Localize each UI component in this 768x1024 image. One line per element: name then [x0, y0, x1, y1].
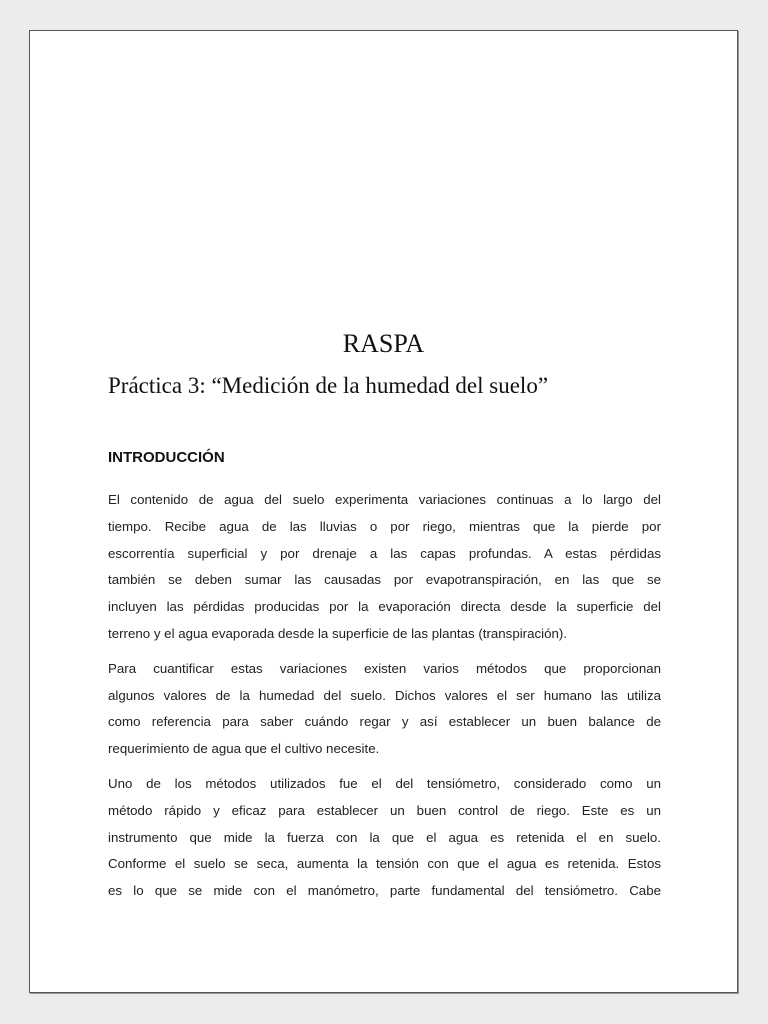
- text-line: también se deben sumar las causadas por evapotranspiración, en las que se: [108, 572, 661, 588]
- document-title: RASPA: [342, 329, 425, 358]
- text-line: terreno y el agua evaporada desde la superficie de las plantas (transpiración).: [108, 625, 568, 641]
- text-line: instrumento que mide la fuerza con la que el agua es retenida el en suelo.: [108, 829, 661, 845]
- text-line: Conforme el suelo se seca, aumenta la tensión con que el agua es retenida. Estos: [108, 856, 661, 872]
- text-line: algunos valores de la humedad del suelo. Dichos valores el ser humano las utiliza: [108, 687, 661, 703]
- section-heading: INTRODUCCIÓN: [108, 449, 225, 466]
- text-line: Para cuantificar estas variaciones existen varios métodos que proporcionan: [108, 660, 661, 676]
- paragraph: [108, 487, 661, 648]
- text-line: escorrentía superficial y por drenaje a las capas profundas. A estas pérdidas: [108, 545, 661, 561]
- text-line: incluyen las pérdidas producidas por la evaporación directa desde la superficie del: [108, 599, 661, 615]
- text-line: requerimiento de agua que el cultivo necesite.: [108, 741, 380, 757]
- text-line: tiempo. Recibe agua de las lluvias o por riego, mientras que la pierde por: [108, 518, 661, 534]
- text-line: método rápido y eficaz para establecer un buen control de riego. Este es un: [108, 802, 661, 818]
- paragraph: [108, 656, 661, 763]
- paragraph: [108, 771, 661, 905]
- document-subtitle: Práctica 3: “Medición de la humedad del suelo”: [108, 373, 549, 398]
- text-line: como referencia para saber cuándo regar y así establecer un buen balance de: [108, 714, 661, 730]
- text-line: El contenido de agua del suelo experimenta variaciones continuas a lo largo del: [108, 492, 661, 507]
- document-page: [29, 30, 738, 993]
- body-text: [108, 487, 661, 913]
- text-line: es lo que se mide con el manómetro, parte fundamental del tensiómetro. Cabe: [108, 883, 661, 899]
- text-line: Uno de los métodos utilizados fue el del tensiómetro, considerado como un: [108, 775, 661, 791]
